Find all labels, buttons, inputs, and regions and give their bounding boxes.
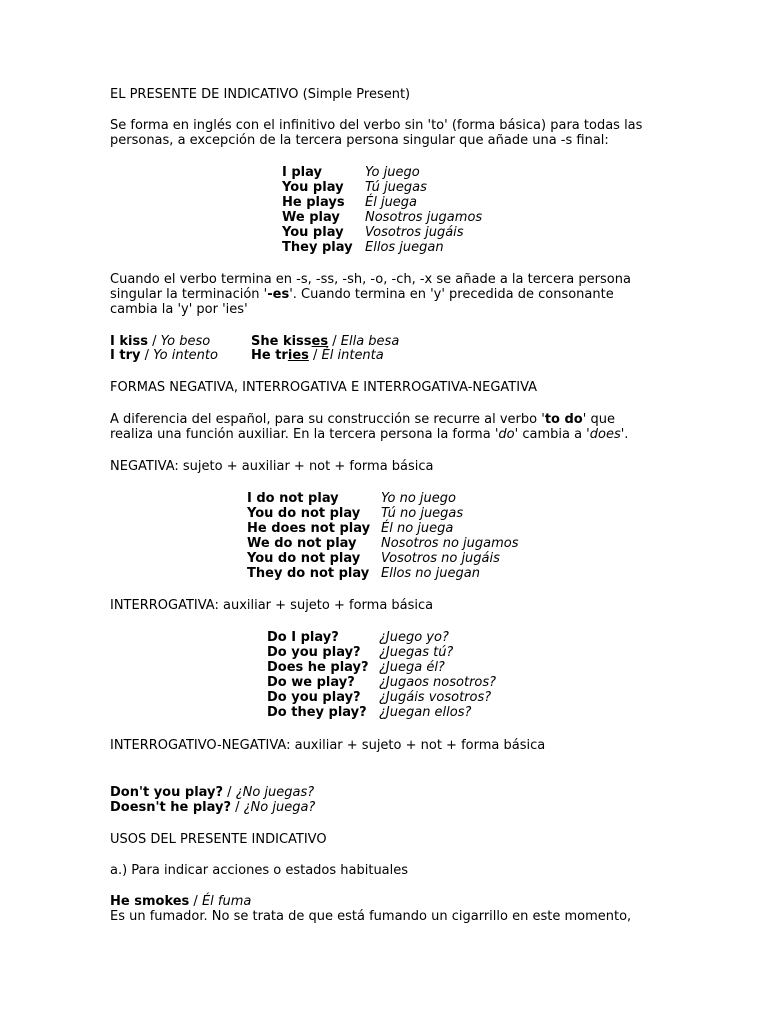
- english-form: Do you play?: [267, 645, 361, 660]
- spanish-form: ¿Jugáis vosotros?: [379, 690, 492, 705]
- spanish-form: Yo no juego: [381, 491, 456, 506]
- es-rule-line-2: singular la terminación '-es'. Cuando termina en 'y' precedida de consonante: [110, 287, 614, 302]
- english-form: We do not play: [247, 536, 357, 551]
- forms-heading: FORMAS NEGATIVA, INTERROGATIVA E INTERROGATIVA-NEGATIVA: [110, 380, 538, 395]
- spanish-form: ¿Juega él?: [379, 660, 445, 675]
- interrogative-heading: INTERROGATIVA: auxiliar + sujeto + forma básica: [110, 598, 434, 613]
- uses-heading: USOS DEL PRESENTE INDICATIVO: [110, 832, 327, 847]
- example-kiss: I kiss / Yo beso: [110, 334, 211, 349]
- english-form: He plays: [282, 195, 345, 210]
- use-a: a.) Para indicar acciones o estados habituales: [110, 863, 409, 878]
- spanish-form: Yo juego: [365, 165, 420, 180]
- english-form: Do I play?: [267, 630, 339, 645]
- negative-heading: NEGATIVA: sujeto + auxiliar + not + forma básica: [110, 459, 434, 474]
- intro-line-1: Se forma en inglés con el infinitivo del verbo sin 'to' (forma básica) para todas las: [110, 118, 643, 133]
- spanish-form: Vosotros jugáis: [365, 225, 464, 240]
- es-rule-line-1: Cuando el verbo termina en -s, -ss, -sh, -o, -ch, -x se añade a la tercera persona: [110, 272, 631, 287]
- spanish-form: Ellos no juegan: [381, 566, 480, 581]
- english-form: You play: [282, 180, 344, 195]
- english-form: Does he play?: [267, 660, 369, 675]
- page-title: EL PRESENTE DE INDICATIVO (Simple Present): [110, 87, 411, 102]
- interneg-example: Doesn't he play? / ¿No juega?: [110, 800, 316, 815]
- spanish-form: ¿Juegan ellos?: [379, 705, 472, 720]
- spanish-form: ¿Jugaos nosotros?: [379, 675, 497, 690]
- english-form: They do not play: [247, 566, 370, 581]
- interneg-example: Don't you play? / ¿No juegas?: [110, 785, 315, 800]
- english-form: I play: [282, 165, 322, 180]
- interneg-heading: INTERROGATIVO-NEGATIVA: auxiliar + sujeto + not + forma básica: [110, 738, 546, 753]
- example-kisses: She kisses / Ella besa: [251, 334, 400, 349]
- spanish-form: Tú no juegas: [381, 506, 464, 521]
- example-tries: He tries / Él intenta: [251, 348, 384, 363]
- spanish-form: Él no juega: [381, 521, 454, 536]
- smokes-note: Es un fumador. No se trata de que está fumando un cigarrillo en este momento,: [110, 909, 632, 924]
- english-form: I do not play: [247, 491, 339, 506]
- english-form: Do they play?: [267, 705, 367, 720]
- spanish-form: Nosotros no jugamos: [381, 536, 519, 551]
- english-form: We play: [282, 210, 340, 225]
- example-try: I try / Yo intento: [110, 348, 218, 363]
- spanish-form: Él juega: [365, 195, 418, 210]
- english-form: You do not play: [247, 506, 361, 521]
- spanish-form: Tú juegas: [365, 180, 427, 195]
- intro-line-2: personas, a excepción de la tercera persona singular que añade una -s final:: [110, 133, 609, 148]
- es-rule-line-3: cambia la 'y' por 'ies': [110, 302, 248, 317]
- spanish-form: ¿Juego yo?: [379, 630, 449, 645]
- spanish-form: Nosotros jugamos: [365, 210, 483, 225]
- spanish-form: Ellos juegan: [365, 240, 444, 255]
- spanish-form: Vosotros no jugáis: [381, 551, 500, 566]
- english-form: He does not play: [247, 521, 371, 536]
- english-form: They play: [282, 240, 353, 255]
- example-smokes: He smokes / Él fuma: [110, 894, 252, 909]
- aux-line-2: realiza una función auxiliar. En la tercera persona la forma 'do' cambia a 'does'.: [110, 427, 629, 442]
- english-form: You do not play: [247, 551, 361, 566]
- aux-line-1: A diferencia del español, para su construcción se recurre al verbo 'to do' que: [110, 412, 615, 427]
- english-form: Do you play?: [267, 690, 361, 705]
- english-form: Do we play?: [267, 675, 355, 690]
- english-form: You play: [282, 225, 344, 240]
- spanish-form: ¿Juegas tú?: [379, 645, 454, 660]
